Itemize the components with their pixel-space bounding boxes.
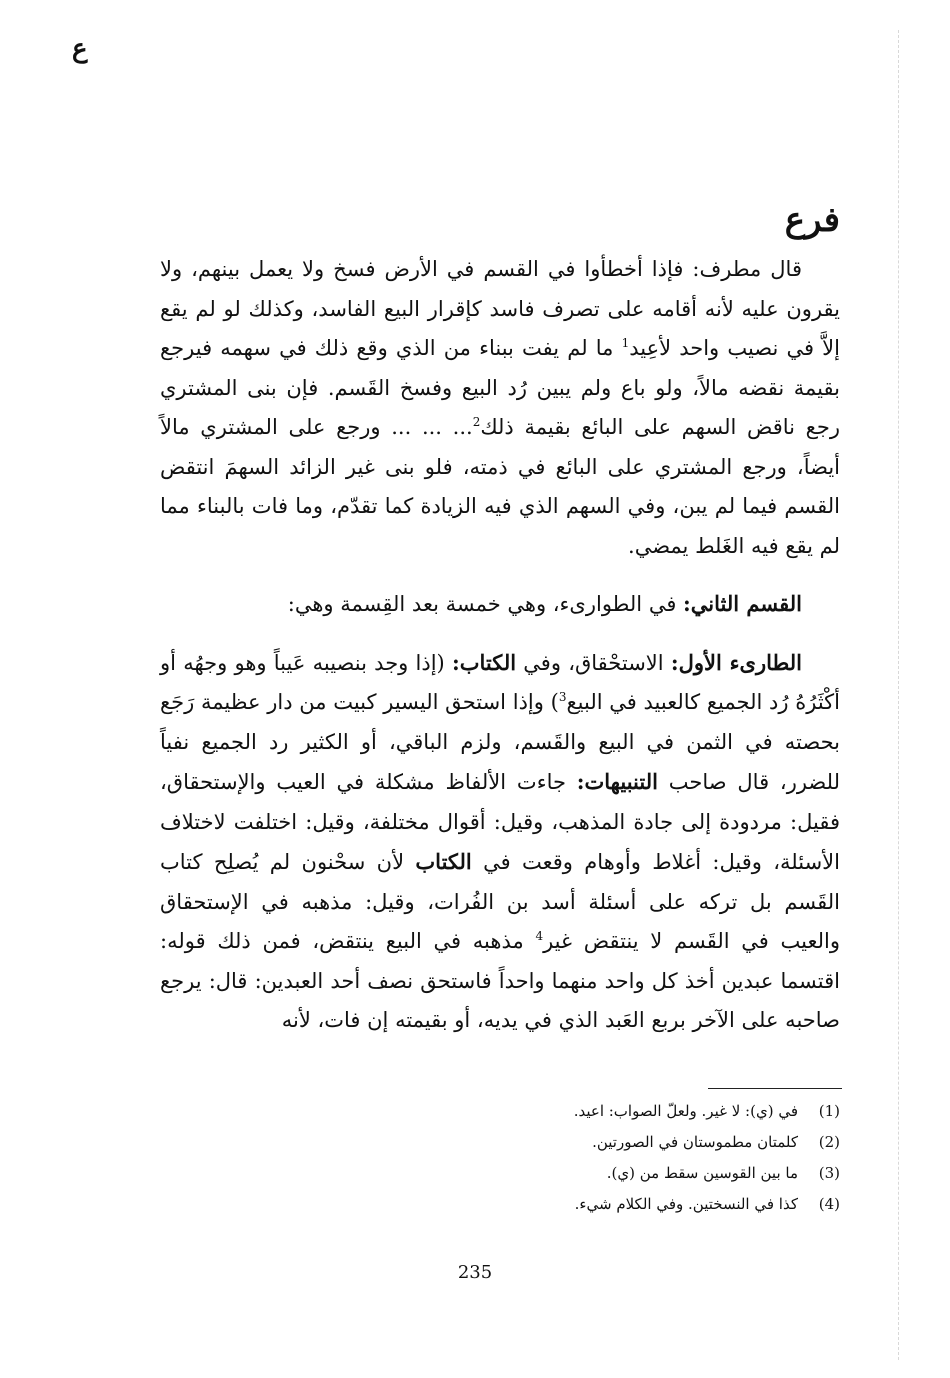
footnote-text: كلمتان مطموستان في الصورتين. [592,1133,798,1151]
scan-gutter-line [898,30,899,1360]
page-number-text: 235 [457,1262,493,1283]
footnote-item [300,1127,840,1158]
text-run: (إذا وجد بنصيبه عَيباً وهو وجهُه أو أكْثَرُهُ رُد الجميع كالعبيد في البيع [160,650,841,714]
footnote-text: في (ي): لا غير. ولعلّ الصواب: اعيد. [573,1102,798,1120]
bold-term: الكتاب: [451,649,517,675]
bold-term: التنبيهات: [576,769,658,794]
paragraph-gap [160,566,840,584]
text-run: الاستحْقاق، وفي [516,650,671,675]
footnote-number: (3) [818,1164,840,1182]
bold-term: القسم الثاني: [683,591,802,616]
page-body [160,190,840,1041]
bold-term: الطارىء الأول: [670,649,802,675]
footnote-number: (2) [818,1133,840,1151]
footnote-item [300,1096,840,1127]
footnote-separator [708,1088,842,1089]
footnote-ref: 4 [535,929,544,943]
footnote-number: (1) [818,1102,840,1120]
footnote-ref: 1 [621,336,630,350]
text-run: ... ... ... ورجع على المشتري مالاً أيضاً، ورجع المشتري على البائع في ذمته، فلو بنى غير الزائد السهمَ انتقض القسم فيما لم يبن، وفي السهم الذي فيه الزيادة كما تقدّم، وما فات بالبناء مما لم يقع فيه الغَلط يمضي. [160,415,840,558]
corner-mark: ﻉ [72,34,88,64]
text-run: لأن سحْنون لم يُصلِح كتاب القَسم بل تركه على أسئلة أسد بن الفُرات، وقيل: مذهبه في الإستحقاق والعيب في القَسم لا ينتقض غير [160,850,840,953]
text-run: ما لم يفت ببناء من الذي وقع ذلك في سهمه فيرجع بقيمة نقضه مالاً، ولو باع ولم يبين رُد البيع وفسخ القَسم. فإن بنى المشتري رجع ناقض السهم على البائع بقيمة ذلك [160,336,840,439]
text-run: في الطوارىء، وهي خمسة بعد القِسمة وهي: [287,592,684,616]
footnote-text: ما بين القوسين سقط من (ي). [606,1164,798,1182]
text-run: ) وإذا استحق اليسير كبيت من دار عظيمة رَجَع بحصته في الثمن في البيع والقَسم، ولزم الباقي، أو الكثير رد الجميع نفياً للضرر، قال صاحب [160,690,840,794]
bold-term: الكتاب [415,849,472,874]
footnote-ref: 2 [472,415,481,429]
footnote-item [300,1189,840,1220]
text-run: جاءت الألفاظ مشكلة في العيب والإستحقاق، فقيل: مردودة إلى جادة المذهب، وقيل: أقوال مختلفة، وقيل: اختلفت لاختلاف الأسئلة، وقيل: أغلاط وأوهام وقعت في [160,770,840,874]
text-run: مذهبه في البيع ينتقض، فمن ذلك قوله: اقتسما عبدين أخذ كل واحد منهما واحداً فاستحق نصف أحد العبدين: قال: يرجع صاحبه على الآخر بربع العَبد الذي في يديه، أو بقيمته إن فات، لأنه [160,929,840,1032]
footnote-ref: 3 [558,690,567,704]
paragraph-3 [160,643,840,1041]
footnote-number: (4) [818,1195,840,1213]
paragraph-1 [160,250,840,566]
section-heading: فرع [784,200,840,240]
footnote-item [300,1158,840,1189]
paragraph-gap [160,625,840,643]
paragraph-2 [160,584,840,625]
footnotes [300,1096,840,1220]
footnote-text: كذا في النسختين. وفي الكلام شيء. [574,1195,798,1213]
text-run: قال مطرف: فإذا أخطأوا في القسم في الأرض فسخ ولا يعمل بينهم، ولا يقرون عليه لأنه أقامه على تصرف فاسد كإقرار البيع الفاسد، وكذلك لو لم يقع إلاَّ في نصيب واحد لأعِيد [160,257,840,360]
